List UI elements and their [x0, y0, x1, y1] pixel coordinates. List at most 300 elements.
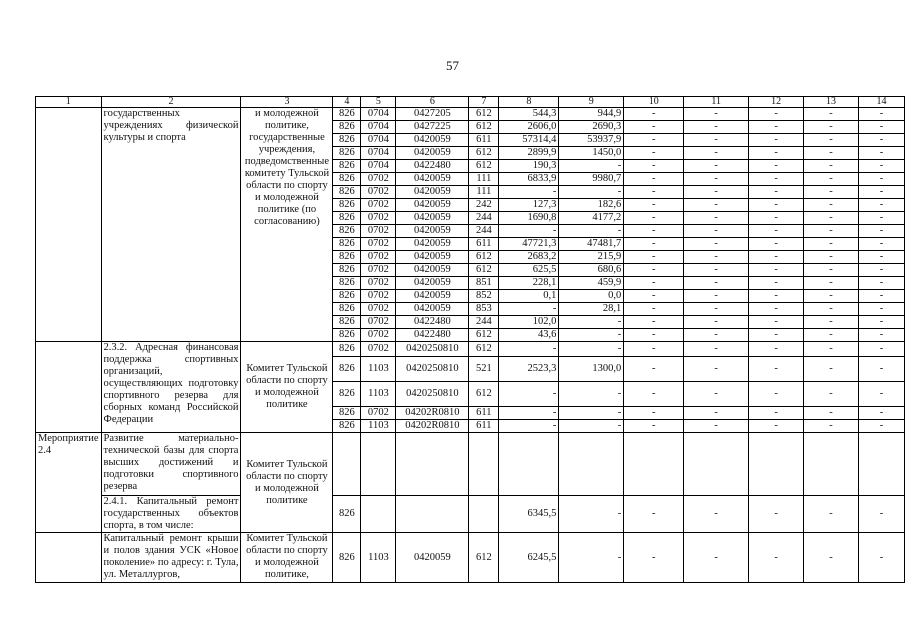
table-cell: 826 — [333, 225, 361, 238]
table-cell: - — [499, 186, 559, 199]
table-cell: - — [684, 420, 749, 433]
table-cell: - — [749, 407, 804, 420]
table-cell: - — [804, 160, 859, 173]
page-number: 57 — [446, 58, 459, 73]
table-cell: 6245,5 — [499, 533, 559, 583]
table-cell: 0422480 — [396, 316, 469, 329]
table-cell: 47481,7 — [559, 238, 624, 251]
col1-cell — [36, 342, 102, 433]
table-cell: - — [624, 238, 684, 251]
table-cell: - — [624, 316, 684, 329]
table-cell: 521 — [469, 357, 499, 382]
table-cell: 0420250810 — [396, 342, 469, 357]
table-cell: - — [749, 496, 804, 533]
table-cell: 2606,0 — [499, 121, 559, 134]
table-cell — [499, 433, 559, 496]
table-cell — [624, 433, 684, 496]
table-cell — [396, 433, 469, 496]
table-cell: - — [499, 303, 559, 316]
table-cell: - — [684, 277, 749, 290]
table-cell: - — [559, 329, 624, 342]
table-cell: 0420250810 — [396, 357, 469, 382]
table-cell: 612 — [469, 147, 499, 160]
table-cell: - — [624, 496, 684, 533]
table-cell: 0422480 — [396, 160, 469, 173]
table-cell: - — [684, 382, 749, 407]
table-cell: - — [804, 251, 859, 264]
table-cell: 826 — [333, 121, 361, 134]
table-cell: 826 — [333, 147, 361, 160]
table-cell: - — [624, 533, 684, 583]
table-cell: - — [804, 173, 859, 186]
table-cell: - — [858, 329, 904, 342]
table-cell: 826 — [333, 533, 361, 583]
table-row — [36, 496, 905, 533]
table-cell: 826 — [333, 496, 361, 533]
table-cell: - — [858, 199, 904, 212]
table-cell: 215,9 — [559, 251, 624, 264]
activity-name: 2.3.2. Адресная финансовая поддержка спортивных организаций, осуществляющих подготовку спортивного резерва для сборных команд Российской Федерации — [101, 342, 241, 433]
table-cell: 612 — [469, 382, 499, 407]
table-cell: 0704 — [361, 134, 396, 147]
table-cell — [361, 496, 396, 533]
table-cell: - — [499, 420, 559, 433]
table-cell: - — [858, 186, 904, 199]
table-cell: - — [804, 407, 859, 420]
table-cell: 111 — [469, 186, 499, 199]
table-cell: 190,3 — [499, 160, 559, 173]
table-cell: 2899,9 — [499, 147, 559, 160]
column-header: 6 — [396, 97, 469, 108]
table-cell: 826 — [333, 212, 361, 225]
table-cell: 04202R0810 — [396, 407, 469, 420]
table-cell: - — [804, 277, 859, 290]
activity-name: Капитальный ремонт крыши и полов здания УСК «Новое поколение» по адресу: г. Тула, ул. Металлургов, — [101, 533, 241, 583]
table-cell: - — [684, 290, 749, 303]
table-cell: 1450,0 — [559, 147, 624, 160]
table-cell: - — [624, 251, 684, 264]
table-cell: - — [804, 212, 859, 225]
table-cell: 0702 — [361, 225, 396, 238]
table-cell: 826 — [333, 277, 361, 290]
table-cell: 1103 — [361, 533, 396, 583]
table-cell: - — [749, 121, 804, 134]
table-cell: 0420059 — [396, 147, 469, 160]
column-header: 11 — [684, 97, 749, 108]
table-cell: - — [624, 147, 684, 160]
table-cell: 612 — [469, 121, 499, 134]
table-cell: - — [559, 533, 624, 583]
table-cell: - — [749, 238, 804, 251]
table-cell: 851 — [469, 277, 499, 290]
table-cell: - — [749, 212, 804, 225]
table-cell: - — [858, 121, 904, 134]
table-cell — [684, 433, 749, 496]
table-cell: 28,1 — [559, 303, 624, 316]
table-cell: - — [804, 420, 859, 433]
table-cell: - — [684, 316, 749, 329]
table-cell: 826 — [333, 420, 361, 433]
table-cell: - — [804, 290, 859, 303]
table-cell: - — [858, 303, 904, 316]
table-cell: - — [684, 147, 749, 160]
activity-name: государственных учреждениях физической культуры и спорта — [101, 108, 241, 342]
table-cell: 57314,4 — [499, 134, 559, 147]
table-cell: 0420059 — [396, 225, 469, 238]
column-header: 9 — [559, 97, 624, 108]
table-cell: 0420059 — [396, 186, 469, 199]
table-row — [36, 108, 905, 121]
table-cell: - — [858, 160, 904, 173]
table-cell: - — [858, 251, 904, 264]
table-cell: 826 — [333, 160, 361, 173]
table-cell — [749, 433, 804, 496]
table-cell: - — [559, 407, 624, 420]
table-cell: - — [684, 225, 749, 238]
table-cell: - — [804, 238, 859, 251]
table-cell: - — [624, 264, 684, 277]
table-cell: 2683,2 — [499, 251, 559, 264]
table-cell: 944,9 — [559, 108, 624, 121]
table-cell: - — [684, 264, 749, 277]
table-cell: 0704 — [361, 147, 396, 160]
activity-name: 2.4.1. Капитальный ремонт государственных объектов спорта, в том числе: — [101, 496, 241, 533]
table-cell: 0702 — [361, 329, 396, 342]
table-cell: - — [559, 225, 624, 238]
table-cell — [396, 496, 469, 533]
table-cell: 1103 — [361, 382, 396, 407]
table-cell: - — [624, 186, 684, 199]
table-cell: - — [749, 251, 804, 264]
table-cell: - — [624, 290, 684, 303]
table-cell: 826 — [333, 186, 361, 199]
column-header: 12 — [749, 97, 804, 108]
table-cell: - — [804, 342, 859, 357]
table-cell: 0702 — [361, 407, 396, 420]
col1-cell — [36, 108, 102, 342]
table-cell: - — [804, 264, 859, 277]
table-cell: - — [858, 225, 904, 238]
table-cell: - — [858, 108, 904, 121]
table-cell: - — [804, 357, 859, 382]
table-cell: 244 — [469, 212, 499, 225]
table-cell: - — [858, 357, 904, 382]
table-cell: - — [749, 134, 804, 147]
table-cell: - — [684, 212, 749, 225]
table-cell: 127,3 — [499, 199, 559, 212]
table-cell: - — [624, 277, 684, 290]
table-cell: 826 — [333, 173, 361, 186]
table-cell: 0702 — [361, 316, 396, 329]
table-cell: - — [749, 147, 804, 160]
table-cell: - — [499, 342, 559, 357]
table-cell: 0422480 — [396, 329, 469, 342]
table-cell: - — [624, 160, 684, 173]
table-cell: 0427205 — [396, 108, 469, 121]
table-cell: - — [559, 160, 624, 173]
table-cell: - — [559, 316, 624, 329]
table-cell: - — [804, 382, 859, 407]
table-cell: 0702 — [361, 264, 396, 277]
table-cell: 0420059 — [396, 303, 469, 316]
table-cell: - — [624, 134, 684, 147]
table-cell: 0420059 — [396, 199, 469, 212]
table-cell: 0420059 — [396, 264, 469, 277]
table-cell: 544,3 — [499, 108, 559, 121]
table-cell: - — [559, 382, 624, 407]
table-cell: - — [749, 264, 804, 277]
table-cell: - — [559, 420, 624, 433]
table-cell: 612 — [469, 264, 499, 277]
budget-table — [35, 96, 905, 583]
table-cell: - — [684, 134, 749, 147]
table-cell: - — [804, 108, 859, 121]
table-cell: - — [749, 199, 804, 212]
table-cell: - — [684, 173, 749, 186]
table-cell: 826 — [333, 357, 361, 382]
table-cell: - — [499, 225, 559, 238]
table-cell: 0702 — [361, 277, 396, 290]
column-header: 3 — [241, 97, 333, 108]
table-cell: 4177,2 — [559, 212, 624, 225]
table-cell: - — [624, 342, 684, 357]
table-cell: 853 — [469, 303, 499, 316]
table-cell: - — [624, 407, 684, 420]
table-cell: - — [858, 264, 904, 277]
table-cell: - — [624, 121, 684, 134]
table-cell: 1300,0 — [559, 357, 624, 382]
table-cell: - — [858, 342, 904, 357]
column-header: 4 — [333, 97, 361, 108]
table-cell: 04202R0810 — [396, 420, 469, 433]
table-cell: - — [749, 225, 804, 238]
table-cell — [858, 433, 904, 496]
table-cell: 0702 — [361, 212, 396, 225]
table-cell: - — [858, 290, 904, 303]
table-cell: - — [624, 108, 684, 121]
table-cell: 2523,3 — [499, 357, 559, 382]
table-cell: 826 — [333, 329, 361, 342]
table-cell: 0702 — [361, 186, 396, 199]
table-cell: 680,6 — [559, 264, 624, 277]
table-cell: 612 — [469, 533, 499, 583]
table-cell: - — [749, 316, 804, 329]
table-cell: 111 — [469, 173, 499, 186]
table-cell: 0420059 — [396, 277, 469, 290]
table-cell: - — [624, 382, 684, 407]
table-cell: - — [749, 108, 804, 121]
table-cell: 826 — [333, 316, 361, 329]
table-cell: - — [749, 342, 804, 357]
table-cell: 612 — [469, 329, 499, 342]
table-cell: - — [804, 225, 859, 238]
table-cell: 826 — [333, 342, 361, 357]
table-row — [36, 342, 905, 357]
table-cell: - — [624, 303, 684, 316]
column-header: 14 — [858, 97, 904, 108]
table-cell: - — [684, 357, 749, 382]
table-cell: - — [804, 496, 859, 533]
table-cell: 0702 — [361, 342, 396, 357]
table-cell: 852 — [469, 290, 499, 303]
table-cell: - — [684, 329, 749, 342]
table-cell: 611 — [469, 420, 499, 433]
table-cell: 0702 — [361, 290, 396, 303]
table-cell: 242 — [469, 199, 499, 212]
table-cell: 102,0 — [499, 316, 559, 329]
table-cell: 0420250810 — [396, 382, 469, 407]
table-cell: 0420059 — [396, 173, 469, 186]
table-cell: - — [684, 160, 749, 173]
table-cell: - — [684, 496, 749, 533]
table-cell: 612 — [469, 108, 499, 121]
table-cell: - — [624, 225, 684, 238]
table-cell: 0420059 — [396, 533, 469, 583]
col1-cell — [36, 533, 102, 583]
activity-name: Развитие материально-технической базы для спорта высших достижений и подготовки спортивного резерва — [101, 433, 241, 496]
table-cell: 228,1 — [499, 277, 559, 290]
table-cell: - — [804, 329, 859, 342]
table-cell: 43,6 — [499, 329, 559, 342]
table-cell: 0704 — [361, 121, 396, 134]
table-cell: - — [804, 121, 859, 134]
table-cell: - — [749, 420, 804, 433]
table-cell: 0702 — [361, 199, 396, 212]
column-header: 8 — [499, 97, 559, 108]
table-cell: 826 — [333, 134, 361, 147]
column-header: 2 — [101, 97, 241, 108]
executor-name: и молодежной политике, государственные учреждения, подведомственные комитету Тульской области по спорту и молодежной политике (по согласованию) — [241, 108, 333, 342]
table-cell — [559, 433, 624, 496]
table-cell: 826 — [333, 199, 361, 212]
table-cell: 612 — [469, 342, 499, 357]
table-cell: - — [749, 277, 804, 290]
table-cell: 0702 — [361, 238, 396, 251]
table-cell: 826 — [333, 238, 361, 251]
executor-name: Комитет Тульской области по спорту и молодежной политике — [241, 342, 333, 433]
table-cell: - — [804, 134, 859, 147]
table-cell: - — [749, 290, 804, 303]
table-cell: - — [858, 420, 904, 433]
table-cell: - — [684, 533, 749, 583]
table-cell: - — [858, 173, 904, 186]
table-cell: 826 — [333, 407, 361, 420]
column-header: 5 — [361, 97, 396, 108]
table-cell: - — [858, 238, 904, 251]
table-cell: - — [749, 186, 804, 199]
table-cell: 2690,3 — [559, 121, 624, 134]
table-cell: - — [684, 186, 749, 199]
event-number: Мероприятие 2.4 — [36, 433, 102, 533]
table-cell: 826 — [333, 290, 361, 303]
table-cell: 53937,9 — [559, 134, 624, 147]
table-cell — [333, 433, 361, 496]
table-cell: 826 — [333, 108, 361, 121]
table-cell: 1690,8 — [499, 212, 559, 225]
table-cell: 9980,7 — [559, 173, 624, 186]
table-cell: 826 — [333, 251, 361, 264]
table-cell: - — [749, 173, 804, 186]
table-cell: - — [858, 533, 904, 583]
table-cell: - — [749, 357, 804, 382]
table-cell: 0420059 — [396, 212, 469, 225]
table-cell: 612 — [469, 160, 499, 173]
table-cell: 611 — [469, 134, 499, 147]
table-cell: 0420059 — [396, 134, 469, 147]
table-cell: 0702 — [361, 251, 396, 264]
table-cell: 0,0 — [559, 290, 624, 303]
table-cell: - — [684, 303, 749, 316]
table-cell: 625,5 — [499, 264, 559, 277]
table-cell: - — [858, 134, 904, 147]
table-cell: - — [684, 238, 749, 251]
table-cell: - — [858, 212, 904, 225]
table-cell: 826 — [333, 382, 361, 407]
table-cell: 244 — [469, 316, 499, 329]
table-cell: - — [749, 160, 804, 173]
table-cell: 0,1 — [499, 290, 559, 303]
table-cell: 611 — [469, 238, 499, 251]
executor-name: Комитет Тульской области по спорту и молодежной политике, — [241, 533, 333, 583]
table-cell: - — [749, 329, 804, 342]
column-header: 1 — [36, 97, 102, 108]
table-cell: - — [804, 316, 859, 329]
table-cell: - — [559, 186, 624, 199]
table-cell: - — [749, 303, 804, 316]
table-cell: - — [858, 382, 904, 407]
table-cell — [361, 433, 396, 496]
table-cell: 182,6 — [559, 199, 624, 212]
table-cell: - — [804, 199, 859, 212]
table-cell: 0420059 — [396, 251, 469, 264]
table-cell: - — [624, 199, 684, 212]
table-cell: 0420059 — [396, 290, 469, 303]
table-cell: - — [684, 199, 749, 212]
table-cell: - — [499, 407, 559, 420]
table-cell: - — [499, 382, 559, 407]
table-cell: 244 — [469, 225, 499, 238]
table-cell: - — [684, 121, 749, 134]
table-cell: - — [684, 342, 749, 357]
table-cell: - — [624, 420, 684, 433]
table-cell: - — [858, 277, 904, 290]
table-cell: 611 — [469, 407, 499, 420]
table-cell: - — [684, 108, 749, 121]
table-cell: 0704 — [361, 108, 396, 121]
table-cell: 47721,3 — [499, 238, 559, 251]
table-cell: - — [749, 533, 804, 583]
table-cell: 0704 — [361, 160, 396, 173]
table-cell: - — [624, 173, 684, 186]
table-cell: - — [858, 316, 904, 329]
table-cell: - — [684, 407, 749, 420]
table-cell: 1103 — [361, 357, 396, 382]
column-header: 7 — [469, 97, 499, 108]
executor-name: Комитет Тульской области по спорту и молодежной политике — [241, 433, 333, 533]
table-cell: 6833,9 — [499, 173, 559, 186]
table-cell — [804, 433, 859, 496]
table-cell: - — [858, 407, 904, 420]
table-cell: 826 — [333, 264, 361, 277]
table-cell: 826 — [333, 303, 361, 316]
table-cell: - — [624, 212, 684, 225]
table-cell: - — [804, 303, 859, 316]
table-cell: - — [684, 251, 749, 264]
table-cell: - — [858, 496, 904, 533]
table-cell: - — [624, 329, 684, 342]
table-cell: - — [804, 186, 859, 199]
table-cell: - — [804, 147, 859, 160]
